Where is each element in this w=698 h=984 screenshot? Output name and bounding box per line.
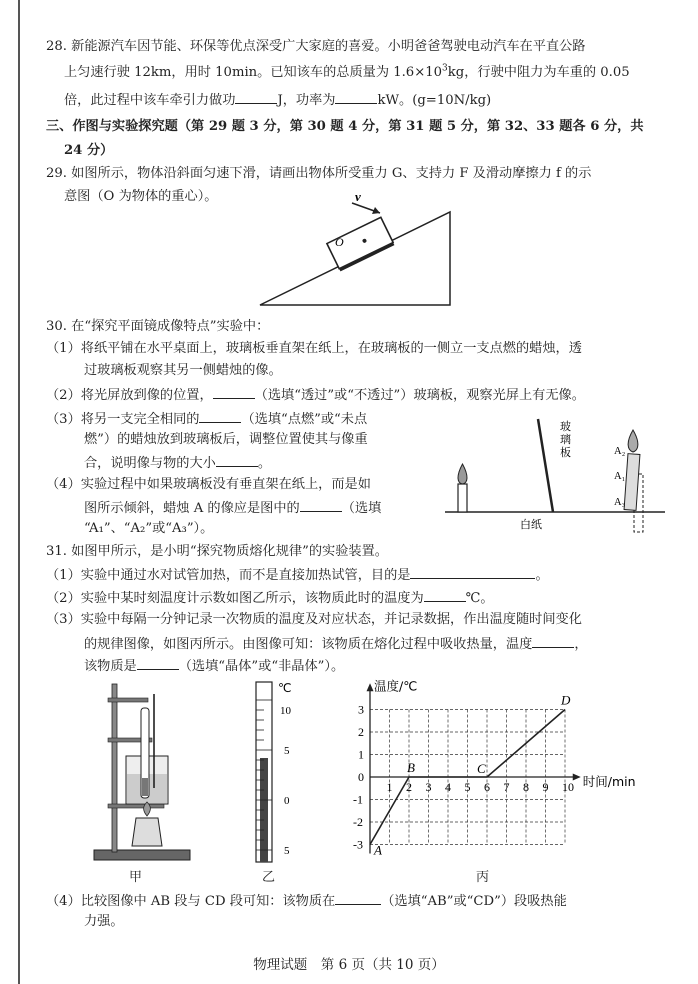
q30-s2: （2）将光屏放到像的位置， （选填“透过”或“不透过”）玻璃板，观察光屏上有无像。	[46, 384, 585, 406]
glass-label-1: 玻	[560, 420, 571, 433]
section3-heading: 三、作图与实验探究题（第 29 题 3 分，第 30 题 4 分，第 31 题 5 分，第 32、33 题各 6 分，共	[46, 119, 644, 134]
answer-blank[interactable]	[335, 890, 381, 905]
tilted-image	[624, 454, 640, 511]
label-a2: A₂	[614, 446, 626, 457]
clamp-top	[108, 698, 148, 702]
q31-s4b: 力强。	[84, 914, 124, 929]
glass-label-3: 板	[560, 446, 571, 459]
image-flame-icon	[628, 430, 638, 452]
thermometer-unit: ℃	[278, 681, 292, 695]
q31-s2: （2）实验中某时刻温度计示数如图乙所示，该物质此时的温度为 ℃。	[46, 587, 494, 609]
q28-line3: 倍，此过程中该车牵引力做功 J，功率为 kW。(g=10N/kg)	[64, 89, 491, 111]
x-tick-label: 7	[503, 780, 510, 794]
answer-blank[interactable]	[213, 384, 255, 399]
q30-s4a: （4）实验过程中如果玻璃板没有垂直架在纸上，而是如	[46, 477, 371, 492]
paper-label: 白纸	[520, 518, 542, 531]
answer-blank[interactable]	[424, 587, 466, 602]
thermometer-label: 5	[284, 745, 290, 757]
label-a1: A₁	[614, 471, 626, 482]
q31-title: 31. 如图甲所示，是小明“探究物质熔化规律”的实验装置。	[46, 544, 388, 559]
caption-jia: 甲	[129, 870, 143, 885]
thermometer-figure	[250, 680, 300, 865]
glass-label-2: 璃	[560, 433, 571, 446]
q31-s1: （1）实验中通过水对试管加热，而不是直接加热试管，目的是 。	[46, 564, 549, 586]
y-tick-label: -2	[353, 815, 363, 829]
x-tick-label: 8	[523, 780, 529, 794]
q30-s1b: 过玻璃板观察其另一侧蜡烛的像。	[84, 363, 282, 378]
point-label-d: D	[561, 692, 571, 708]
x-tick-label: 9	[542, 780, 549, 794]
thermometer-label: 5	[284, 845, 290, 857]
label-a3: A₃	[614, 497, 626, 508]
point-label-c: C	[477, 761, 486, 776]
q30-s3c: 合，说明像与物的大小 。	[84, 452, 271, 474]
mirror-figure	[440, 412, 670, 540]
q30-s4b: 图所示倾斜，蜡烛 A 的像应是图中的 （选填	[84, 497, 381, 519]
flame-icon	[458, 464, 467, 484]
x-axis-label: 时间/min	[582, 774, 636, 789]
x-tick-label: 2	[406, 780, 412, 794]
caption-yi: 乙	[262, 870, 276, 885]
answer-blank[interactable]	[216, 452, 258, 467]
x-tick-label: 3	[425, 780, 432, 794]
y-axis-arrowhead	[367, 683, 374, 691]
section3-heading-cont: 24 分）	[64, 143, 114, 158]
x-tick-label: 4	[445, 780, 451, 794]
q28-line2: 上匀速行驶 12km，用时 10min。已知该车的总质量为 $1.6\times 10^3kg$，行驶中阻力为车重的 0.05	[64, 63, 630, 80]
apparatus-figure	[86, 678, 196, 866]
q29-line2: 意图（O 为物体的重心）。	[64, 189, 218, 204]
x-tick-label: 1	[386, 780, 393, 794]
point-label-b: B	[407, 760, 415, 775]
center-label: O	[335, 235, 344, 249]
x-tick-label: 5	[464, 780, 471, 794]
answer-blank[interactable]	[137, 655, 179, 670]
y-tick-label: -1	[353, 792, 363, 807]
y-tick-label: 1	[358, 747, 364, 762]
q30-s1a: （1）将纸平铺在水平桌面上，玻璃板垂直架在纸上，在玻璃板的一侧立一支点燃的蜡烛，透	[46, 341, 582, 356]
page-footer: 物理试题 第 6 页（共 10 页）	[253, 957, 445, 973]
q30-s3a: （3）将另一支完全相同的 （选填“点燃”或“未点	[46, 408, 367, 430]
answer-blank[interactable]	[300, 497, 342, 512]
origin-label: 0	[358, 770, 364, 784]
velocity-label: v	[355, 190, 361, 204]
ring-support	[108, 804, 164, 808]
q31-s3b: 的规律图像，如图丙所示。由图像可知：该物质在熔化过程中吸收热量，温度 ，	[84, 633, 588, 655]
y-tick-label: -3	[353, 837, 363, 852]
x-tick-label: 6	[484, 780, 490, 794]
thermometer-label: 0	[284, 795, 290, 807]
y-axis-label: 温度/℃	[374, 678, 418, 694]
y-tick-label: 3	[358, 702, 364, 717]
q30-s4c: “A₁”、“A₂”或“A₃”）。	[84, 521, 214, 536]
q30-title: 30. 在“探究平面镜成像特点”实验中：	[46, 319, 270, 334]
point-label-a: A	[374, 842, 382, 858]
q29-line1: 29. 如图所示，物体沿斜面匀速下滑，请画出物体所受重力 G、支持力 F 及滑动摩擦力 f 的示	[46, 166, 592, 181]
q31-s4a: （4）比较图像中 AB 段与 CD 段可知：该物质在 （选填“AB”或“CD”）段吸热能	[46, 890, 567, 912]
answer-blank[interactable]	[199, 408, 241, 423]
q28-line1: 28. 新能源汽车因节能、环保等优点深受广大家庭的喜爱。小明爸爸驾驶电动汽车在平直公路	[46, 39, 586, 54]
stand-base	[94, 850, 190, 860]
answer-blank[interactable]	[235, 89, 277, 104]
answer-blank[interactable]	[532, 633, 574, 648]
binding-margin-line	[18, 0, 20, 984]
caption-bing: 丙	[476, 870, 490, 885]
q31-s3c: 该物质是 （选填“晶体”或“非晶体”）。	[84, 655, 344, 677]
candle-a	[458, 484, 467, 512]
answer-blank[interactable]	[335, 89, 377, 104]
q30-s3b: 燃”）的蜡烛放到玻璃板后，调整位置使其与像重	[84, 432, 368, 447]
q31-s3a: （3）实验中每隔一分钟记录一次物质的温度及对应状态，并记录数据，作出温度随时间变化	[46, 612, 582, 627]
thermometer-label: 10	[280, 705, 291, 717]
stand-rod	[112, 684, 117, 852]
y-tick-label: 2	[358, 725, 364, 739]
x-tick-label: 10	[562, 780, 574, 794]
answer-blank[interactable]	[410, 564, 535, 579]
alcohol-lamp	[132, 818, 162, 846]
incline-figure	[255, 190, 455, 310]
glass-plate	[538, 419, 553, 512]
test-tube-substance	[142, 778, 148, 796]
temperature-time-chart	[338, 676, 668, 862]
